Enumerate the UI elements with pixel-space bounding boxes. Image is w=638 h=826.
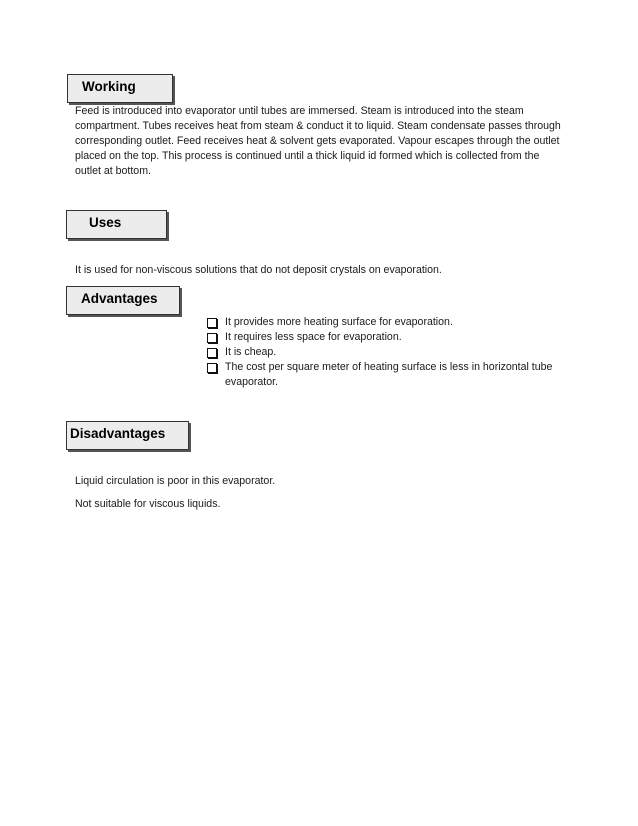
checkbox-icon <box>207 348 217 358</box>
list-item <box>206 360 566 390</box>
uses-heading-box <box>66 210 167 239</box>
list-item-text: It is cheap. <box>225 346 277 358</box>
uses-heading: Uses <box>89 215 122 230</box>
list-item <box>206 315 566 330</box>
checkbox-icon <box>207 318 217 328</box>
uses-paragraph: It is used for non-viscous solutions that do not deposit crystals on evaporation. <box>75 264 442 276</box>
list-item <box>206 345 566 360</box>
list-item-text: It requires less space for evaporation. <box>225 331 402 343</box>
advantages-list <box>206 315 566 390</box>
advantages-heading-box <box>66 286 180 315</box>
working-heading-box <box>67 74 173 103</box>
disadvantages-heading-box <box>66 421 189 450</box>
list-item <box>206 330 566 345</box>
list-item-text: It provides more heating surface for evaporation. <box>225 316 453 328</box>
list-item-text: The cost per square meter of heating surface is less in horizontal tube evaporator. <box>225 361 553 388</box>
working-heading: Working <box>82 79 136 94</box>
disadvantages-item-2: Not suitable for viscous liquids. <box>75 498 221 510</box>
disadvantages-item-1: Liquid circulation is poor in this evaporator. <box>75 475 276 487</box>
checkbox-icon <box>207 363 217 373</box>
disadvantages-heading: Disadvantages <box>70 426 166 441</box>
checkbox-icon <box>207 333 217 343</box>
working-paragraph: Feed is introduced into evaporator until tubes are immersed. Steam is introduced into the steam compartment. Tubes receives heat from steam & conduct it to liquid. Steam condensate passes through corresponding outlet. Feed receives heat & solvent gets evaporated. Vapour escapes through the outlet placed on the top. This process is continued until a thick liquid id formed which is collected from the outlet at bottom. <box>75 105 561 177</box>
advantages-heading: Advantages <box>81 291 158 306</box>
